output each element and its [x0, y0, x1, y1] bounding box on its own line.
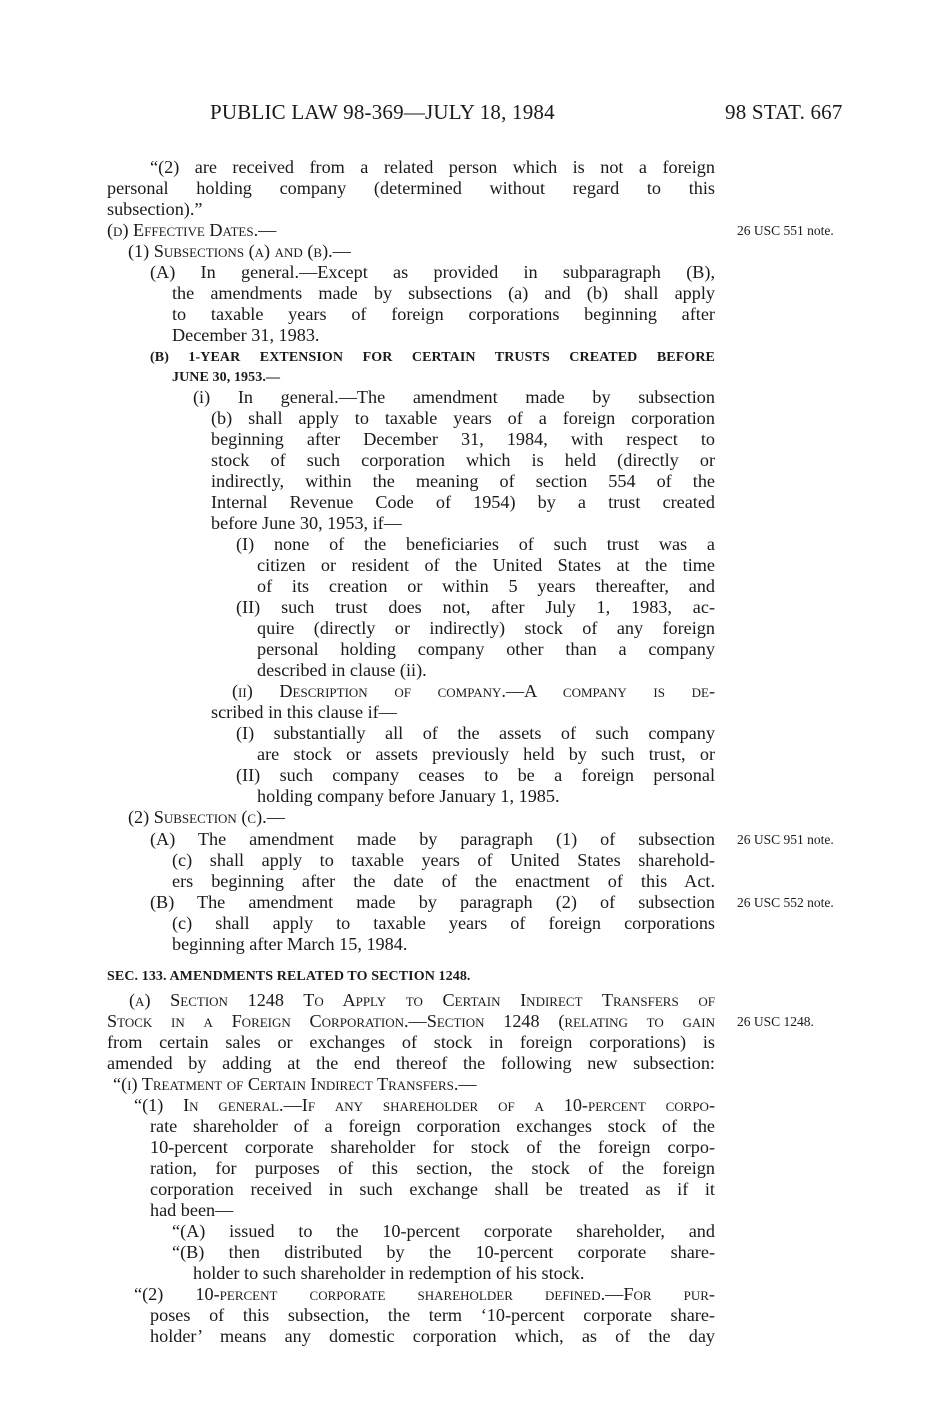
- text-line: rate shareholder of a foreign corporation exchanges stock of the: [150, 1116, 715, 1136]
- text-line: (II) such company ceases to be a foreign personal: [236, 765, 715, 785]
- text-line: indirectly, within the meaning of section 554 of the: [211, 471, 715, 491]
- text-line: (B) The amendment made by paragraph (2) of subsection: [150, 892, 715, 912]
- text-line: (A) In general.—Except as provided in subparagraph (B),: [150, 262, 715, 282]
- text-line: beginning after March 15, 1984.: [172, 934, 408, 954]
- text-line: (i) In general.—The amendment made by subsection: [193, 387, 715, 407]
- text-line: “(2) 10-percent corporate shareholder defined.—For pur-: [134, 1284, 715, 1304]
- text-line: subsection).”: [107, 199, 203, 219]
- text-line: before June 30, 1953, if—: [211, 513, 402, 533]
- running-header-title: PUBLIC LAW 98-369—JULY 18, 1984: [210, 100, 555, 124]
- text-line: JUNE 30, 1953.—: [172, 370, 281, 385]
- text-line: scribed in this clause if—: [211, 702, 397, 722]
- text-line: (c) shall apply to taxable years of United States sharehold-: [172, 850, 715, 870]
- text-line: had been—: [150, 1200, 234, 1220]
- margin-note: 26 USC 551 note.: [737, 223, 834, 238]
- text-line: (ii) Description of company.—A company is de-: [232, 681, 715, 701]
- text-line: holder to such shareholder in redemption of his stock.: [193, 1263, 585, 1283]
- text-line: corporation received in such exchange shall be treated as if it: [150, 1179, 715, 1199]
- text-line: (c) shall apply to taxable years of foreign corporations: [172, 913, 715, 933]
- text-line: December 31, 1983.: [172, 325, 320, 345]
- text-line: “(2) are received from a related person which is not a foreign: [150, 157, 715, 177]
- text-line: of its creation or within 5 years thereafter, and: [257, 576, 715, 596]
- text-line: ration, for purposes of this section, the stock of the foreign: [150, 1158, 715, 1178]
- text-line: quire (directly or indirectly) stock of any foreign: [257, 618, 715, 638]
- text-line: “(i) Treatment of Certain Indirect Transfers.—: [113, 1074, 477, 1094]
- text-line: to taxable years of foreign corporations beginning after: [172, 304, 715, 324]
- text-line: 10-percent corporate shareholder for stock of the foreign corpo-: [150, 1137, 715, 1157]
- text-line: holding company before January 1, 1985.: [257, 786, 560, 806]
- text-line: “(1) In general.—If any shareholder of a 10-percent corpo-: [134, 1095, 715, 1115]
- text-line: described in clause (ii).: [257, 660, 427, 680]
- text-line: (d) Effective Dates.—: [107, 220, 277, 240]
- text-line: personal holding company (determined without regard to this: [107, 178, 715, 198]
- text-line: beginning after December 31, 1984, with respect to: [211, 429, 715, 449]
- text-line: (A) The amendment made by paragraph (1) of subsection: [150, 829, 715, 849]
- margin-note: 26 USC 1248.: [737, 1014, 814, 1029]
- text-line: holder’ means any domestic corporation which, as of the day: [150, 1326, 715, 1346]
- text-line: Stock in a Foreign Corporation.—Section 1248 (relating to gain: [107, 1011, 715, 1031]
- text-line: (1) Subsections (a) and (b).—: [128, 241, 351, 261]
- text-line: (B) 1-YEAR EXTENSION FOR CERTAIN TRUSTS CREATED BEFORE: [150, 350, 715, 365]
- text-line: the amendments made by subsections (a) and (b) shall apply: [172, 283, 715, 303]
- text-line: “(A) issued to the 10-percent corporate shareholder, and: [172, 1221, 715, 1241]
- text-line: are stock or assets previously held by such trust, or: [257, 744, 715, 764]
- text-line: (I) none of the beneficiaries of such trust was a: [236, 534, 715, 554]
- text-line: Internal Revenue Code of 1954) by a trust created: [211, 492, 715, 512]
- text-line: personal holding company other than a company: [257, 639, 715, 659]
- margin-note: 26 USC 552 note.: [737, 895, 834, 910]
- text-line: poses of this subsection, the term ‘10-percent corporate share-: [150, 1305, 715, 1325]
- margin-note: 26 USC 951 note.: [737, 832, 834, 847]
- text-line: amended by adding at the end thereof the following new subsection:: [107, 1053, 715, 1073]
- text-line: (I) substantially all of the assets of such company: [236, 723, 715, 743]
- text-line: (2) Subsection (c).—: [128, 807, 285, 827]
- text-line: (b) shall apply to taxable years of a foreign corporation: [211, 408, 715, 428]
- text-line: from certain sales or exchanges of stock in foreign corporations) is: [107, 1032, 715, 1052]
- section-heading: SEC. 133. AMENDMENTS RELATED TO SECTION 1248.: [107, 969, 471, 984]
- text-line: stock of such corporation which is held (directly or: [211, 450, 715, 470]
- text-line: ers beginning after the date of the enactment of this Act.: [172, 871, 715, 891]
- text-line: (a) Section 1248 To Apply to Certain Indirect Transfers of: [129, 990, 715, 1010]
- text-line: (II) such trust does not, after July 1, 1983, ac-: [236, 597, 715, 617]
- text-line: “(B) then distributed by the 10-percent corporate share-: [172, 1242, 715, 1262]
- text-line: citizen or resident of the United States at the time: [257, 555, 715, 575]
- running-header-stat-page: 98 STAT. 667: [725, 100, 843, 124]
